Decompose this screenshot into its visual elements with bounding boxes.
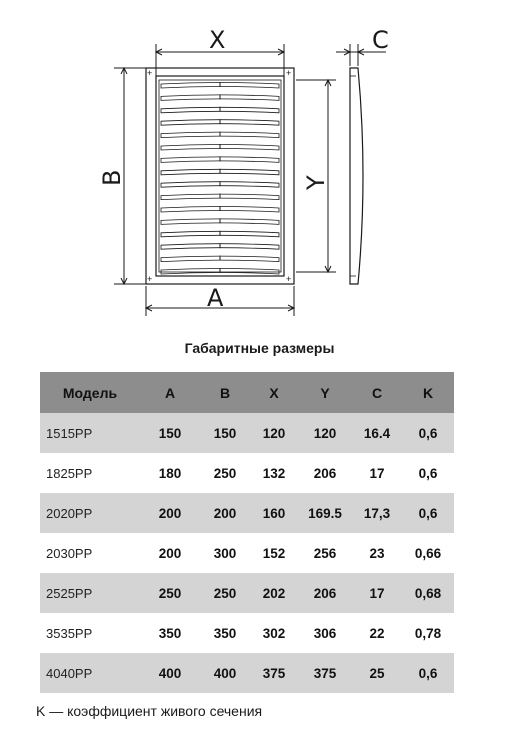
cell-c: 23 (369, 545, 385, 561)
header-x: X (250, 372, 298, 413)
cell-x: 152 (262, 545, 286, 561)
table-title: Габаритные размеры (184, 340, 335, 356)
cell-model: 4040PP (40, 653, 140, 693)
cell-b: 300 (213, 545, 237, 561)
table-row (40, 453, 454, 493)
cell-b: 350 (213, 625, 237, 641)
cell-y: 375 (298, 653, 352, 693)
cell-model: 2525PP (40, 573, 140, 613)
cell-x: 132 (262, 465, 286, 481)
cell-k: 0,6 (402, 653, 454, 693)
table-header-row (40, 372, 454, 413)
dimension-y-label: Y (302, 175, 330, 190)
cell-b: 150 (200, 413, 250, 453)
cell-k: 0,78 (414, 625, 442, 641)
cell-k: 0,6 (402, 413, 454, 453)
cell-model: 3535PP (46, 625, 93, 641)
cell-k: 0,68 (402, 573, 454, 613)
cell-k: 0,6 (418, 465, 438, 481)
grille-louvers (161, 82, 279, 274)
cell-c: 17 (369, 465, 385, 481)
table-row (40, 653, 454, 693)
header-c: C (352, 372, 402, 413)
cell-a: 350 (158, 625, 182, 641)
cell-model: 1515PP (40, 413, 140, 453)
cell-a: 200 (140, 493, 200, 533)
cell-x: 160 (250, 493, 298, 533)
cell-model: 2030PP (46, 545, 93, 561)
cell-c: 25 (352, 653, 402, 693)
table-row (40, 493, 454, 533)
table-row (40, 413, 454, 453)
table-row (40, 533, 454, 573)
cell-k: 0,6 (402, 493, 454, 533)
table-row (40, 573, 454, 613)
dimension-a-label: A (207, 284, 224, 312)
cell-y: 120 (298, 413, 352, 453)
cell-b: 250 (213, 465, 237, 481)
cell-x: 120 (250, 413, 298, 453)
cell-x: 202 (250, 573, 298, 613)
cell-c: 16.4 (352, 413, 402, 453)
cell-a: 150 (140, 413, 200, 453)
cell-y: 206 (298, 573, 352, 613)
cell-c: 17,3 (352, 493, 402, 533)
cell-b: 250 (200, 573, 250, 613)
grille-side-profile (350, 68, 363, 284)
cell-c: 17 (352, 573, 402, 613)
grille-dimension-drawing (0, 0, 519, 330)
cell-a: 200 (158, 545, 182, 561)
svg-text:+: + (147, 274, 153, 284)
svg-text:+: + (286, 68, 292, 78)
cell-a: 400 (140, 653, 200, 693)
table-row (40, 613, 454, 653)
header-model: Модель (40, 372, 140, 413)
header-y: Y (298, 372, 352, 413)
cell-b: 200 (200, 493, 250, 533)
dimension-b-label: B (98, 169, 126, 186)
cell-y: 306 (313, 625, 337, 641)
cell-k: 0,66 (414, 545, 442, 561)
cell-y: 206 (313, 465, 337, 481)
dimension-x-label: X (209, 26, 226, 54)
cell-x: 302 (262, 625, 286, 641)
dimensions-table (40, 372, 454, 693)
cell-y: 256 (313, 545, 337, 561)
cell-b: 400 (200, 653, 250, 693)
header-k: K (402, 372, 454, 413)
header-b: B (200, 372, 250, 413)
cell-a: 250 (140, 573, 200, 613)
dimension-c-label: C (372, 26, 389, 54)
cell-c: 22 (369, 625, 385, 641)
cell-y: 169.5 (298, 493, 352, 533)
cell-x: 375 (250, 653, 298, 693)
cell-model: 2020PP (40, 493, 140, 533)
cell-a: 180 (158, 465, 182, 481)
grille-drawing-svg (0, 0, 519, 330)
svg-text:+: + (286, 274, 292, 284)
header-a: A (140, 372, 200, 413)
footnote: K — коэффициент живого сечения (36, 703, 263, 719)
cell-model: 1825PP (46, 465, 93, 481)
svg-text:+: + (147, 68, 153, 78)
